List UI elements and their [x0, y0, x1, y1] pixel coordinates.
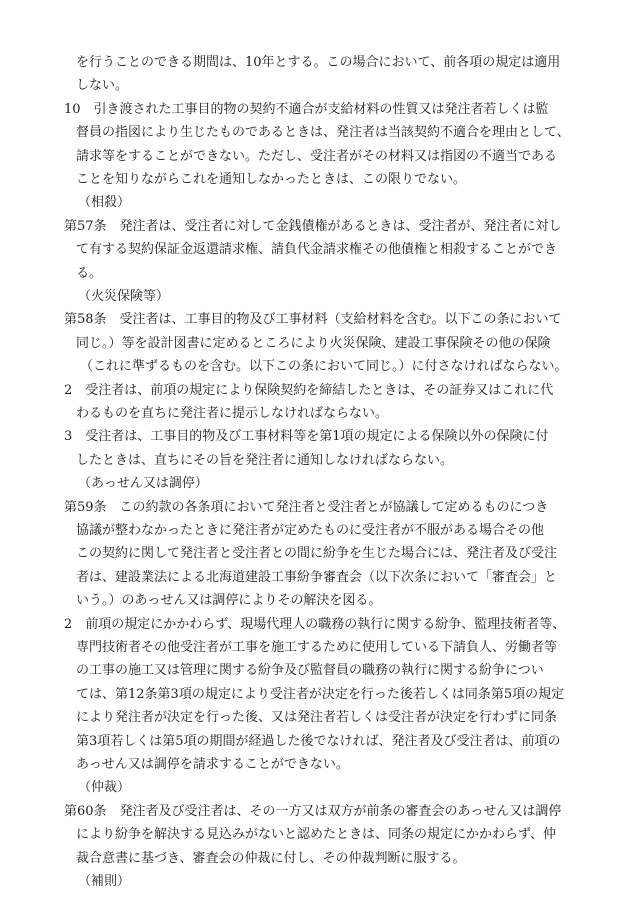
section-heading: （補則） — [78, 874, 131, 889]
clause-line: 3 受注者は、工事目的物及び工事材料等を第1項の規定による保険以外の保険に付 — [64, 429, 549, 444]
body-line: 督員の指図により生じたものであるときは、発注者は当該契約不適合を理由として、 — [76, 125, 570, 140]
section-heading: （火災保険等） — [78, 289, 170, 304]
body-line: 者は、建設業法による北海道建設工事紛争審査会（以下次条において「審査会」と — [76, 570, 558, 585]
body-line: （これに準ずるものを含む。以下この条において同じ。）に付さなければならない。 — [80, 359, 568, 374]
body-line: により紛争を解決する見込みがないと認めたときは、同条の規定にかかわらず、仲 — [76, 827, 556, 842]
article-line: 第58条 受注者は、工事目的物及び工事材料（支給材料を含む。以下この条において — [64, 312, 562, 327]
body-line: の工事の施工又は管理に関する紛争及び監督員の職務の執行に関する紛争につい — [76, 663, 544, 678]
clause-line: 2 前項の規定にかかわらず、現場代理人の職務の執行に関する紛争、監理技術者等、 — [64, 617, 566, 632]
body-line: しない。 — [76, 78, 129, 93]
body-line: 請求等をすることができない。ただし、受注者がその材料又は指図の不適当である — [76, 149, 558, 164]
body-line: て有する契約保証金返還請求権、請負代金請求権その他債権と相殺することができ — [76, 242, 558, 257]
section-heading: （相殺） — [78, 195, 131, 210]
clause-line: 10 引き渡された工事目的物の契約不適合が支給材料の性質又は発注者若しくは監 — [64, 102, 549, 117]
body-line: 専門技術者その他受注者が工事を施工するために使用している下請負人、労働者等 — [76, 640, 558, 655]
body-line: 裁合意書に基づき、審査会の仲裁に付し、その仲裁判断に服する。 — [76, 851, 466, 866]
article-line: 第57条 発注者は、受注者に対して金銭債権があるときは、受注者が、発注者に対し — [64, 219, 562, 234]
article-line: 第59条 この約款の各条項において発注者と受注者とが協議して定めるものにつき — [64, 500, 549, 515]
section-heading: （仲裁） — [78, 780, 131, 795]
section-heading: （あっせん又は調停） — [78, 476, 208, 491]
body-line: わるものを直ちに発注者に提示しなければならない。 — [76, 406, 389, 421]
body-line: いう。）のあっせん又は調停によりその解決を図る。 — [76, 593, 382, 608]
article-line: 第60条 発注者及び受注者は、その一方又は双方が前条の審査会のあっせん又は調停 — [64, 804, 562, 819]
body-line: る。 — [76, 266, 103, 281]
body-line: したときは、直ちにその旨を発注者に通知しなければならない。 — [76, 453, 454, 468]
body-line: を行うことのできる期間は、10年とする。この場合において、前各項の規定は適用 — [76, 55, 561, 70]
body-line: この契約に関して発注者と受注者との間に紛争を生じた場合には、発注者及び受注 — [76, 546, 558, 561]
body-line: 第3項若しくは第5項の期間が経過した後でなければ、発注者及び受注者は、前項の — [76, 734, 561, 749]
body-line: ては、第12条第3項の規定により受注者が決定を行った後若しくは同条第5項の規定 — [76, 687, 565, 702]
body-line: により発注者が決定を行った後、又は発注者若しくは受注者が決定を行わずに同条 — [76, 710, 558, 725]
clause-line: 2 受注者は、前項の規定により保険契約を締結したときは、その証券又はこれに代 — [64, 383, 554, 398]
body-line: 協議が整わなかったときに発注者が定めたものに受注者が不服がある場合その他 — [76, 523, 545, 538]
body-line: 同じ。）等を設計図書に定めるところにより火災保険、建設工事保険その他の保険 — [76, 336, 551, 351]
body-line: あっせん又は調停を請求することができない。 — [76, 757, 349, 772]
body-line: ことを知りながらこれを通知しなかったときは、この限りでない。 — [76, 172, 467, 187]
